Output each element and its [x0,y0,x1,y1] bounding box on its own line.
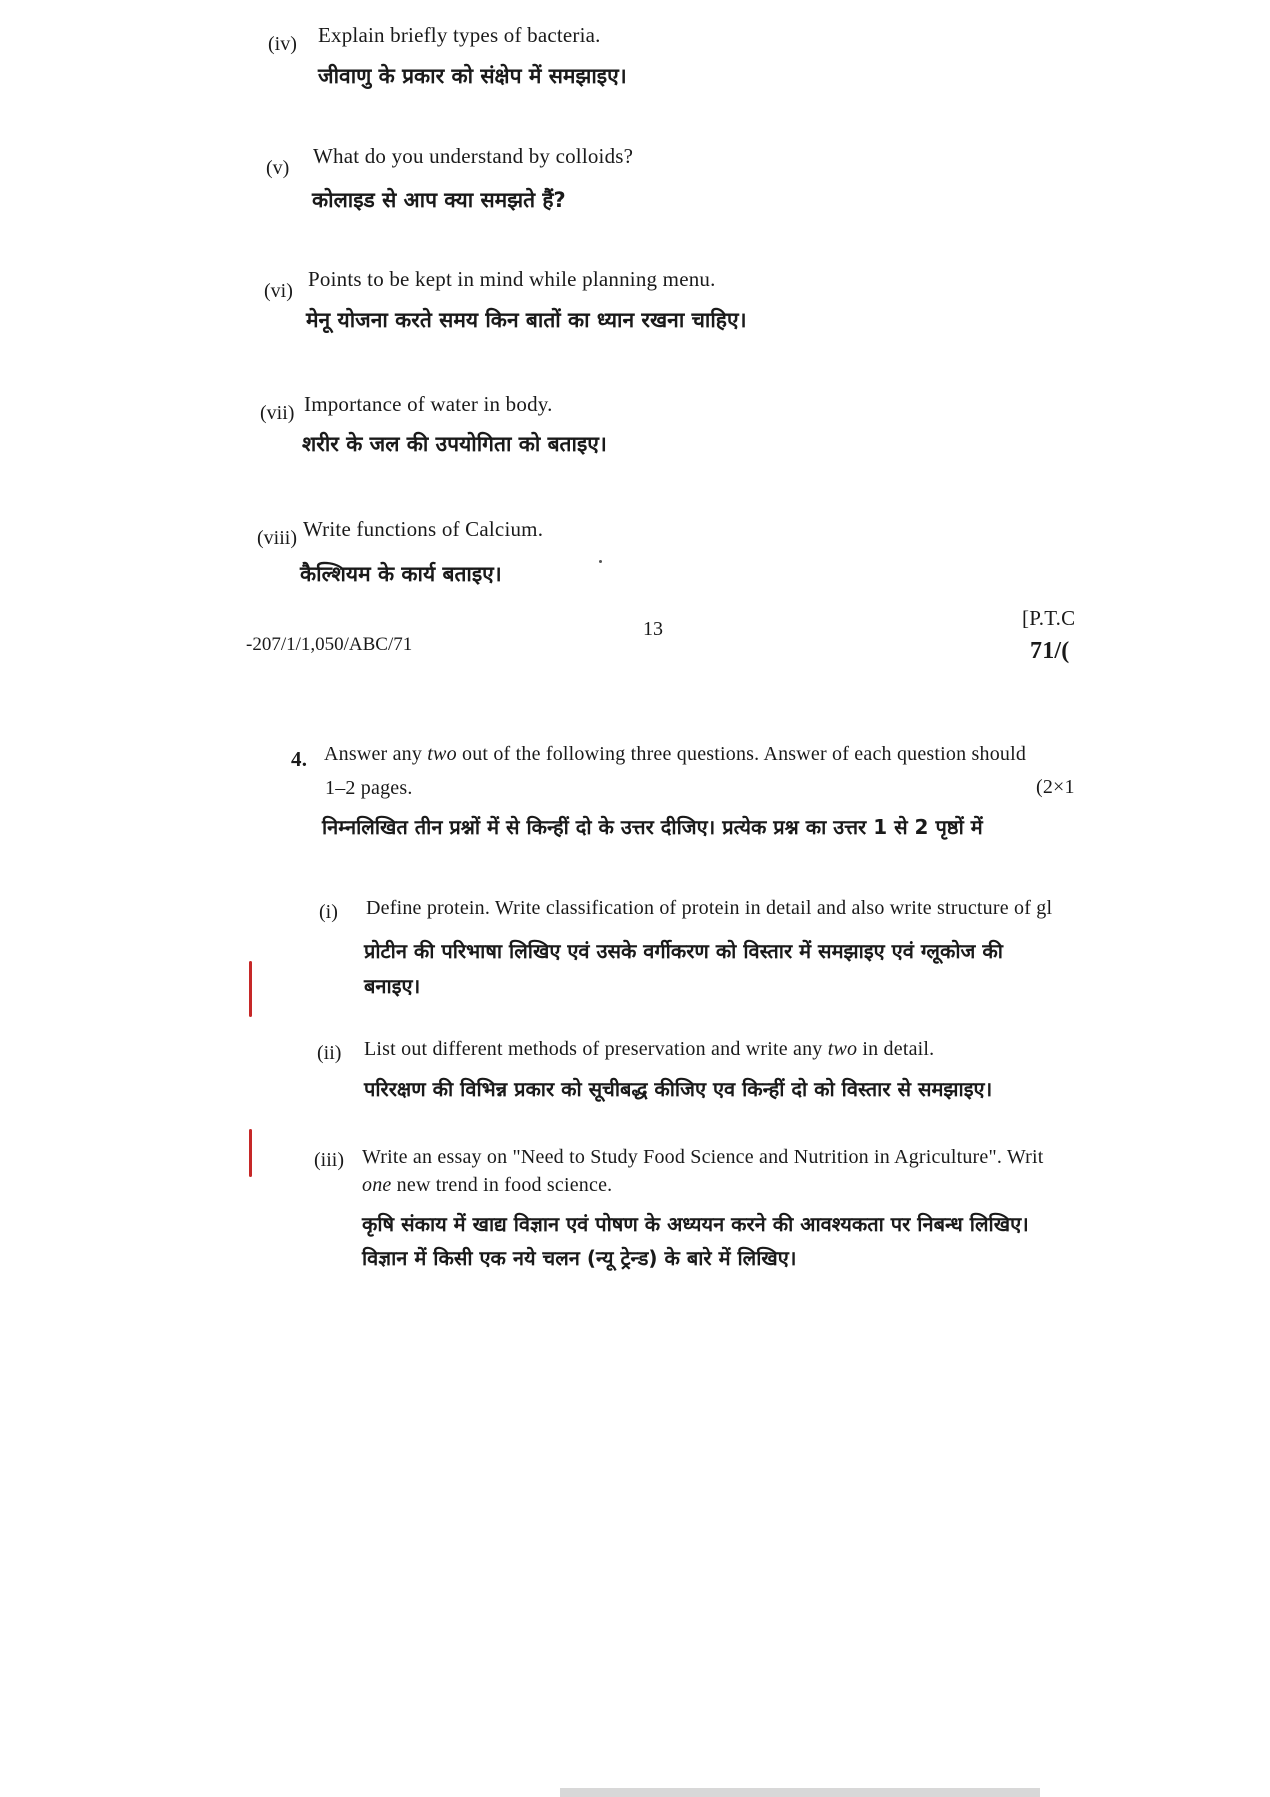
right-code: 71/( [1030,638,1070,664]
question-text-hi: कोलाइड से आप क्या समझते हैं? [312,188,566,212]
question-text-en: Write functions of Calcium. [303,517,544,541]
ptc-label: [P.T.C [1022,606,1076,630]
question-text-hi: कृषि संकाय में खाद्य विज्ञान एवं पोषण के अध्ययन करने की आवश्यकता पर निबन्ध लिखिए। [362,1212,1029,1236]
question-text-en: Explain briefly types of bacteria. [318,23,601,47]
question-text-en: Write an essay on "Need to Study Food Science and Nutrition in Agriculture". Writ [362,1146,1044,1168]
section-instruction: Answer any two out of the following three questions. Answer of each question should [324,743,1027,765]
scan-edge [560,1788,1040,1797]
question-text-en: Points to be kept in mind while planning menu. [308,267,716,291]
question-text-hi: कैल्शियम के कार्य बताइए। [300,562,502,586]
marks-label: (2×1 [1036,776,1075,798]
question-text-en: one new trend in food science. [362,1174,613,1196]
question-number: (vi) [264,280,293,302]
section-number: 4. [291,747,308,771]
question-text-en: List out different methods of preservation and write any two in detail. [364,1038,935,1060]
question-number: (iii) [314,1149,344,1171]
question-text-hi: शरीर के जल की उपयोगिता को बताइए। [302,432,607,456]
question-text-hi: जीवाणु के प्रकार को संक्षेप में समझाइए। [318,64,627,88]
question-text-hi: विज्ञान में किसी एक नये चलन (न्यू ट्रेन्ड) के बारे में लिखिए। [362,1246,797,1270]
question-number: (vii) [260,402,295,424]
question-number: (i) [319,901,338,923]
question-text-hi: मेनू योजना करते समय किन बातों का ध्यान रखना चाहिए। [306,308,747,332]
page-number: 13 [643,618,663,640]
margin-pen-mark [249,961,252,1017]
question-text-en: Importance of water in body. [304,392,553,416]
paper-code: -207/1/1,050/ABC/71 [246,634,413,655]
question-number: (v) [266,157,290,179]
question-number: (iv) [268,33,297,55]
question-number: (viii) [257,527,297,549]
question-text-hi: परिरक्षण की विभिन्न प्रकार को सूचीबद्ध कीजिए एव किन्हीं दो को विस्तार से समझाइए। [364,1077,993,1101]
scan-speck [599,560,602,563]
section-instruction-hi: निम्नलिखित तीन प्रश्नों में से किन्हीं दो के उत्तर दीजिए। प्रत्येक प्रश्न का उत्तर 1 से 2 पृष्ठों में [322,815,983,839]
margin-pen-mark [249,1129,252,1177]
section-instruction-line2: 1–2 pages. [325,777,413,799]
question-text-hi: प्रोटीन की परिभाषा लिखिए एवं उसके वर्गीकरण को विस्तार में समझाइए एवं ग्लूकोज की [364,939,1003,963]
question-number: (ii) [317,1042,342,1064]
question-text-hi: बनाइए। [364,974,421,998]
question-text-en: What do you understand by colloids? [313,144,634,168]
question-text-en: Define protein. Write classification of protein in detail and also write structure of gl [366,897,1053,919]
